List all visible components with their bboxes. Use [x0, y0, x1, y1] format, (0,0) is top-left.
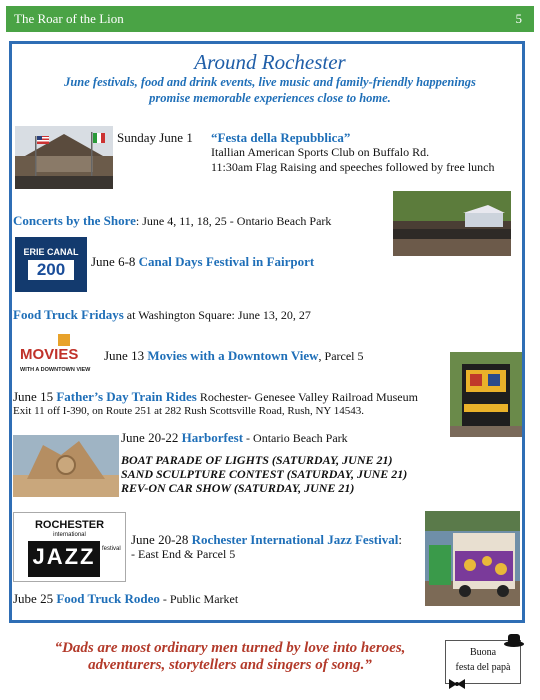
jazz-line: [131, 532, 402, 548]
movies-downtown-logo: [20, 334, 94, 379]
rodeo-details: - Public Market: [159, 592, 239, 606]
harborfest-name: Harborfest: [181, 430, 244, 445]
jazz-logo-top: ROCHESTER: [34, 519, 105, 531]
festa-venue: Itallian American Sports Club on Buffalo Rd.: [211, 145, 430, 159]
harborfest-boat-parade: BOAT PARADE OF LIGHTS (SATURDAY, JUNE 21): [121, 453, 393, 467]
movies-name: Movies with a Downtown View: [147, 348, 319, 363]
hat-icon: [504, 633, 524, 647]
jazz-logo-festival: festival: [102, 546, 121, 552]
jazz-logo-international: international: [53, 532, 86, 538]
movies-line: [104, 348, 364, 364]
subtitle-line-2: promise memorable experiences close to home.: [149, 91, 391, 105]
newsletter-header: [6, 6, 534, 32]
movies-date: June 13: [104, 348, 145, 363]
harborfest-date: June 20-22: [121, 430, 179, 445]
festa-details: 11:30am Flag Raising and speeches followed by free lunch: [211, 160, 495, 174]
canal-date: June 6-8: [91, 254, 136, 269]
canal-line: [91, 254, 314, 270]
fathers-day-quote-line-1: “Dads are most ordinary men turned by love into heroes,: [54, 640, 406, 656]
festa-date: Sunday June 1: [117, 130, 193, 145]
food-truck-fridays-name: Food Truck Fridays: [13, 307, 124, 322]
beach-concert-photo: [393, 191, 511, 256]
canal-logo-number: 200: [36, 260, 66, 279]
rodeo-line: [13, 591, 238, 607]
concerts-details: : June 4, 11, 18, 25 - Ontario Beach Park: [135, 214, 332, 228]
food-truck-fridays-details: at Washington Square: June 13, 20, 27: [123, 308, 311, 322]
rodeo-date: Jube 25: [13, 591, 54, 606]
subtitle-line-1: June festivals, food and drink events, live music and family-friendly happenings: [64, 75, 476, 89]
jazz-date: June 20-28: [131, 532, 189, 547]
canal-name: Canal Days Festival in Fairport: [138, 254, 315, 269]
train-name: Father’s Day Train Rides: [56, 389, 197, 404]
concerts-line: [13, 213, 331, 229]
movies-logo-subtitle: WITH A DOWNTOWN VIEW: [20, 367, 91, 373]
harborfest-sand-sculpture: SAND SCULPTURE CONTEST (SATURDAY, JUNE 21): [121, 467, 408, 481]
movies-logo-word: MOVIES: [20, 346, 79, 363]
buona-line-1: Buona: [469, 647, 497, 658]
train-photo: [450, 352, 522, 437]
buona-line-2: festa del papà: [455, 662, 511, 673]
page-number: 5: [515, 11, 522, 26]
fathers-day-quote-line-2: adventurers, storytellers and singers of song.”: [88, 657, 372, 673]
movies-details: , Parcel 5: [318, 349, 364, 363]
harborfest-details: - Ontario Beach Park: [243, 431, 348, 445]
food-truck-fridays-line: [13, 307, 311, 323]
train-date: June 15: [13, 389, 54, 404]
jazz-name: Rochester International Jazz Festival: [191, 532, 399, 547]
popcorn-icon: [58, 334, 70, 346]
jazz-colon: :: [398, 532, 402, 547]
jazz-details: - East End & Parcel 5: [131, 547, 236, 561]
sand-sculpture-photo: [13, 435, 119, 497]
page-title: Around Rochester: [194, 50, 346, 74]
festa-name: “Festa della Repubblica”: [211, 130, 351, 145]
newsletter-title: The Roar of the Lion: [14, 11, 124, 26]
train-details: Rochester- Genesee Valley Railroad Museum: [196, 390, 418, 404]
rochester-jazz-logo: [13, 512, 126, 582]
rodeo-name: Food Truck Rodeo: [56, 591, 160, 606]
erie-canal-200-logo: [15, 237, 87, 292]
flag-ceremony-photo: [15, 126, 113, 189]
food-truck-photo: [425, 511, 520, 606]
jazz-logo-word: JAZZ: [32, 544, 96, 569]
concerts-name: Concerts by the Shore: [13, 213, 136, 228]
train-directions: Exit 11 off I-390, on Route 251 at 282 Rush Scottsville Road, Rush, NY 14543.: [13, 405, 364, 417]
canal-logo-top: ERIE CANAL: [23, 247, 79, 257]
bowtie-icon: [449, 676, 465, 686]
harborfest-car-show: REV-ON CAR SHOW (SATURDAY, JUNE 21): [121, 481, 355, 495]
train-line: [13, 389, 418, 405]
harborfest-line: [121, 430, 348, 446]
